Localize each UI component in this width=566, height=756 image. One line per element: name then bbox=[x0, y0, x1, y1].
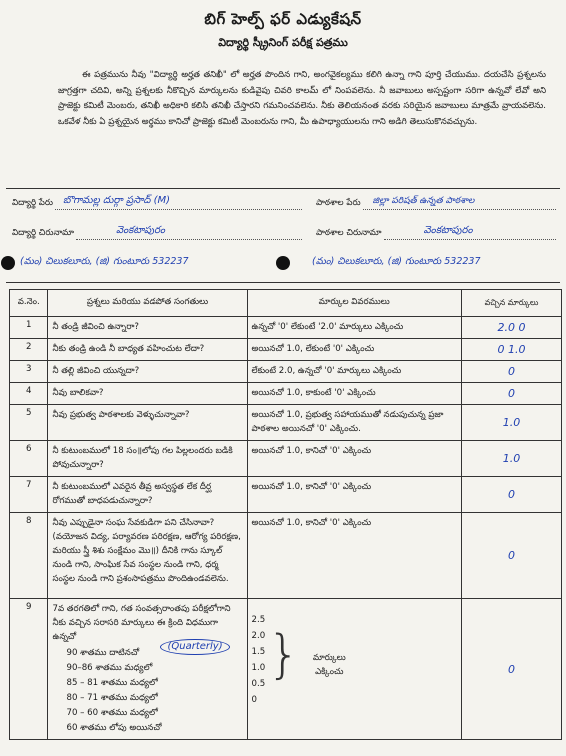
student-address-field[interactable] bbox=[76, 225, 302, 240]
table-row bbox=[10, 383, 562, 405]
row-score[interactable]: 1.0 bbox=[461, 405, 561, 441]
student-name-label: విద్యార్థి పేరు bbox=[12, 198, 53, 208]
school-name-row bbox=[316, 198, 556, 210]
row-number: 7 bbox=[10, 477, 48, 513]
school-address-field[interactable] bbox=[384, 225, 556, 240]
punch-hole-left bbox=[1, 256, 15, 270]
school-address-value: వెంకటాపురం bbox=[423, 225, 473, 236]
student-address-line2: (మం) చిలుకలూరు, (జి) గుంటూరు 532237 bbox=[20, 256, 189, 267]
col-header-score: వచ్చిన మార్కులు bbox=[461, 290, 561, 317]
row-question: నీ తండ్రి జీవించి ఉన్నారా? bbox=[48, 317, 247, 339]
row-marks: అయినచో 1.0, కానిచో '0' ఎక్కించు bbox=[247, 477, 461, 513]
row-score[interactable]: 0 bbox=[461, 361, 561, 383]
row-marks: అయినచో 1.0, కానిచో '0' ఎక్కించు bbox=[247, 513, 461, 599]
student-address-label: విద్యార్థి చిరునామా bbox=[12, 228, 74, 238]
row-score[interactable]: 0 bbox=[461, 477, 561, 513]
row-marks-cell bbox=[247, 599, 461, 740]
student-name-value: బొగామల్ల దుర్గా ప్రసాద్ (M) bbox=[63, 195, 171, 206]
col-header-marks: మార్కుల వివరములు bbox=[247, 290, 461, 317]
marks-bands bbox=[66, 646, 242, 736]
band-item: 80 – 71 శాతము మధ్యలో bbox=[66, 693, 158, 703]
student-name-row bbox=[12, 195, 302, 210]
col-header-question: ప్రశ్నలు మరియు వడపోత సంగతులు bbox=[48, 290, 247, 317]
scale-value: 2.0 bbox=[251, 631, 266, 641]
row-score[interactable]: 0 bbox=[461, 513, 561, 599]
row-question: నీ కుటుంబములో 18 సం॥లోపు గల పిల్లలందరు బడికి పోవుచున్నారా? bbox=[48, 441, 247, 477]
score-scale bbox=[252, 602, 457, 708]
row-marks: లేకుంటే 2.0, ఉన్నచో '0' మార్కులు ఎక్కించు bbox=[247, 361, 461, 383]
row-marks: ఉన్నచో '0' లేకుంటే '2.0' మార్కులు ఎక్కించు bbox=[247, 317, 461, 339]
table-row bbox=[10, 441, 562, 477]
divider bbox=[6, 188, 560, 189]
row-question-cell bbox=[48, 599, 247, 740]
row-marks: అయినచో 1.0, కాకుంటే '0' ఎక్కించు bbox=[247, 383, 461, 405]
row-number: 1 bbox=[10, 317, 48, 339]
row-question: నీవు ఎప్పుడైనా సంఘ సేవకుడిగా పని చేసినావా? (వయోజన విద్య, పర్యావరణ పరిరక్షణ, ఆరోగ్య పరిరక్షణ, మరియు స్త్రీ శిశు సంక్షేమం మొ॥) దీనికి గాను స్కూల్ నుండి గాని, సాంఘిక సేవ సంస్థల నుండి గాని, ధర్మ సంస్థల నుండి గాని ప్రశంసాపత్రము పొందిఉండవలెను. bbox=[48, 513, 247, 599]
school-name-label: పాఠశాల పేరు bbox=[316, 198, 361, 208]
scale-value: 2.5 bbox=[251, 615, 266, 625]
student-address-row bbox=[12, 225, 302, 240]
scale-value: 0 bbox=[251, 695, 257, 705]
row-marks: అయినచో 1.0, లేకుంటే '0' ఎక్కించు bbox=[247, 339, 461, 361]
table-header-row bbox=[10, 290, 562, 317]
band-item: 90–86 శాతము మధ్యలో bbox=[66, 663, 153, 673]
table-row bbox=[10, 477, 562, 513]
school-address-line2: (మం) చిలుకలూరు, (జి) గుంటూరు 532237 bbox=[312, 256, 481, 267]
row-question: నీ తల్లి జీవించి యున్నదా? bbox=[48, 361, 247, 383]
scale-value: 0.5 bbox=[251, 679, 266, 689]
school-name-field[interactable] bbox=[363, 196, 556, 210]
row-number: 4 bbox=[10, 383, 48, 405]
instructions-text: ఈ పత్రమును నీవు "విద్యార్థి అర్హత తనిఖీ" లో అర్హత పొందిన గాని, అంగవైకల్యము కలిగి ఉన్నా గాని పూర్తి చేయుము. దయచేసి ప్రశ్నలను జాగ్రత్తగా చదివి, అన్ని ప్రశ్నలకు నీకొచ్చిన మార్కులను కుడివైపు చివరి కాలమ్ లో నింపవలెను. నీ జవాబులు అస్పష్టంగా సరిగా ఉన్నవో లేవో అని ప్రాజెక్టు కమిటీ మెంబరు, తనిఖీ అధికారి కలిసి తనిఖీ చేస్తారని గమనించవలెను. నీకు తెలియనంత వరకు సరియైన జవాబులు మాత్రమే వ్రాయవలెను. ఒకవేళ నీకు ఏ ప్రశ్నయైన అర్థము కానిచో ప్రాజెక్టు కమిటీ మెంబరును గాని, మీ ఉపాధ్యాయులను గాని అడిగి తెలుసుకొనవచ్చును. bbox=[58, 70, 546, 127]
row-question: నీవు బాలికవా? bbox=[48, 383, 247, 405]
row-score[interactable]: 2.0 0 bbox=[461, 317, 561, 339]
school-address-row bbox=[316, 225, 556, 240]
table-row bbox=[10, 317, 562, 339]
student-address-value: వెంకటాపురం bbox=[115, 225, 165, 236]
col-header-no: వ.నెం. bbox=[10, 290, 48, 317]
punch-hole-mid bbox=[276, 256, 290, 270]
table-row bbox=[10, 513, 562, 599]
school-address-label: పాఠశాల చిరునామా bbox=[316, 228, 382, 238]
row-question: 7వ తరగతిలో గాని, గత సంవత్సరాంతపు పరీక్షలోగాని నీకు వచ్చిన సరాసరి మార్కులు ఈ క్రింది విధముగా ఉన్నచో bbox=[52, 604, 231, 642]
quarterly-note: (Quarterly) bbox=[160, 639, 229, 655]
band-item: 60 శాతము లోపు అయినచో bbox=[66, 723, 162, 733]
scale-values bbox=[252, 612, 266, 708]
row-marks: అయినచో 1.0, ప్రభుత్వ సహాయముతో నడుపుచున్న ప్రజా పాఠశాల అయినచో '0' ఎక్కించు. bbox=[247, 405, 461, 441]
scale-value: 1.5 bbox=[251, 647, 266, 657]
row-number: 3 bbox=[10, 361, 48, 383]
row-score[interactable]: 0 bbox=[461, 599, 561, 740]
row-number: 6 bbox=[10, 441, 48, 477]
row-number: 9 bbox=[10, 599, 48, 740]
student-name-field[interactable] bbox=[55, 195, 302, 210]
school-name-value: జిల్లా పరిషత్ ఉన్నత పాఠశాల bbox=[372, 196, 475, 206]
instructions bbox=[58, 68, 546, 130]
band-item: 90 శాతము దాటినచో bbox=[66, 648, 140, 658]
table-row bbox=[10, 405, 562, 441]
row-number: 5 bbox=[10, 405, 48, 441]
row-number: 2 bbox=[10, 339, 48, 361]
row-number: 8 bbox=[10, 513, 48, 599]
scale-value: 1.0 bbox=[251, 663, 266, 673]
screening-table bbox=[9, 289, 562, 740]
page-subtitle: విద్యార్థి స్క్రీనింగ్ పరీక్ష పత్రము bbox=[218, 36, 348, 49]
divider bbox=[6, 282, 560, 283]
table-row bbox=[10, 599, 562, 740]
row-question: నీవు ప్రభుత్వ పాఠశాలకు వెళ్ళుచున్నావా? bbox=[48, 405, 247, 441]
row-marks: అయినచో 1.0, కానిచో '0' ఎక్కించు bbox=[247, 441, 461, 477]
table-row bbox=[10, 339, 562, 361]
row-score[interactable]: 0 bbox=[461, 383, 561, 405]
row-question: నీ కుటుంబములో ఎవరైన తీవ్ర అస్వస్థత లేక దీర్ఘ రోగముతో బాధపడుచున్నారా? bbox=[48, 477, 247, 513]
row-question: నీకు తండ్రి ఉండి నీ బాధ్యత వహించుట లేదా? bbox=[48, 339, 247, 361]
row-score[interactable]: 1.0 bbox=[461, 441, 561, 477]
row-marks: మార్కులు ఎక్కించు bbox=[312, 653, 346, 677]
page-title: బిగ్ హెల్ప్ ఫర్ ఎడ్యుకేషన్ bbox=[204, 10, 362, 28]
band-item: 70 – 60 శాతము మధ్యలో bbox=[66, 708, 158, 718]
row-score[interactable]: 0 1.0 bbox=[461, 339, 561, 361]
band-item: 85 – 81 శాతము మధ్యలో bbox=[66, 678, 158, 688]
brace-icon: } bbox=[267, 625, 301, 685]
table-row bbox=[10, 361, 562, 383]
